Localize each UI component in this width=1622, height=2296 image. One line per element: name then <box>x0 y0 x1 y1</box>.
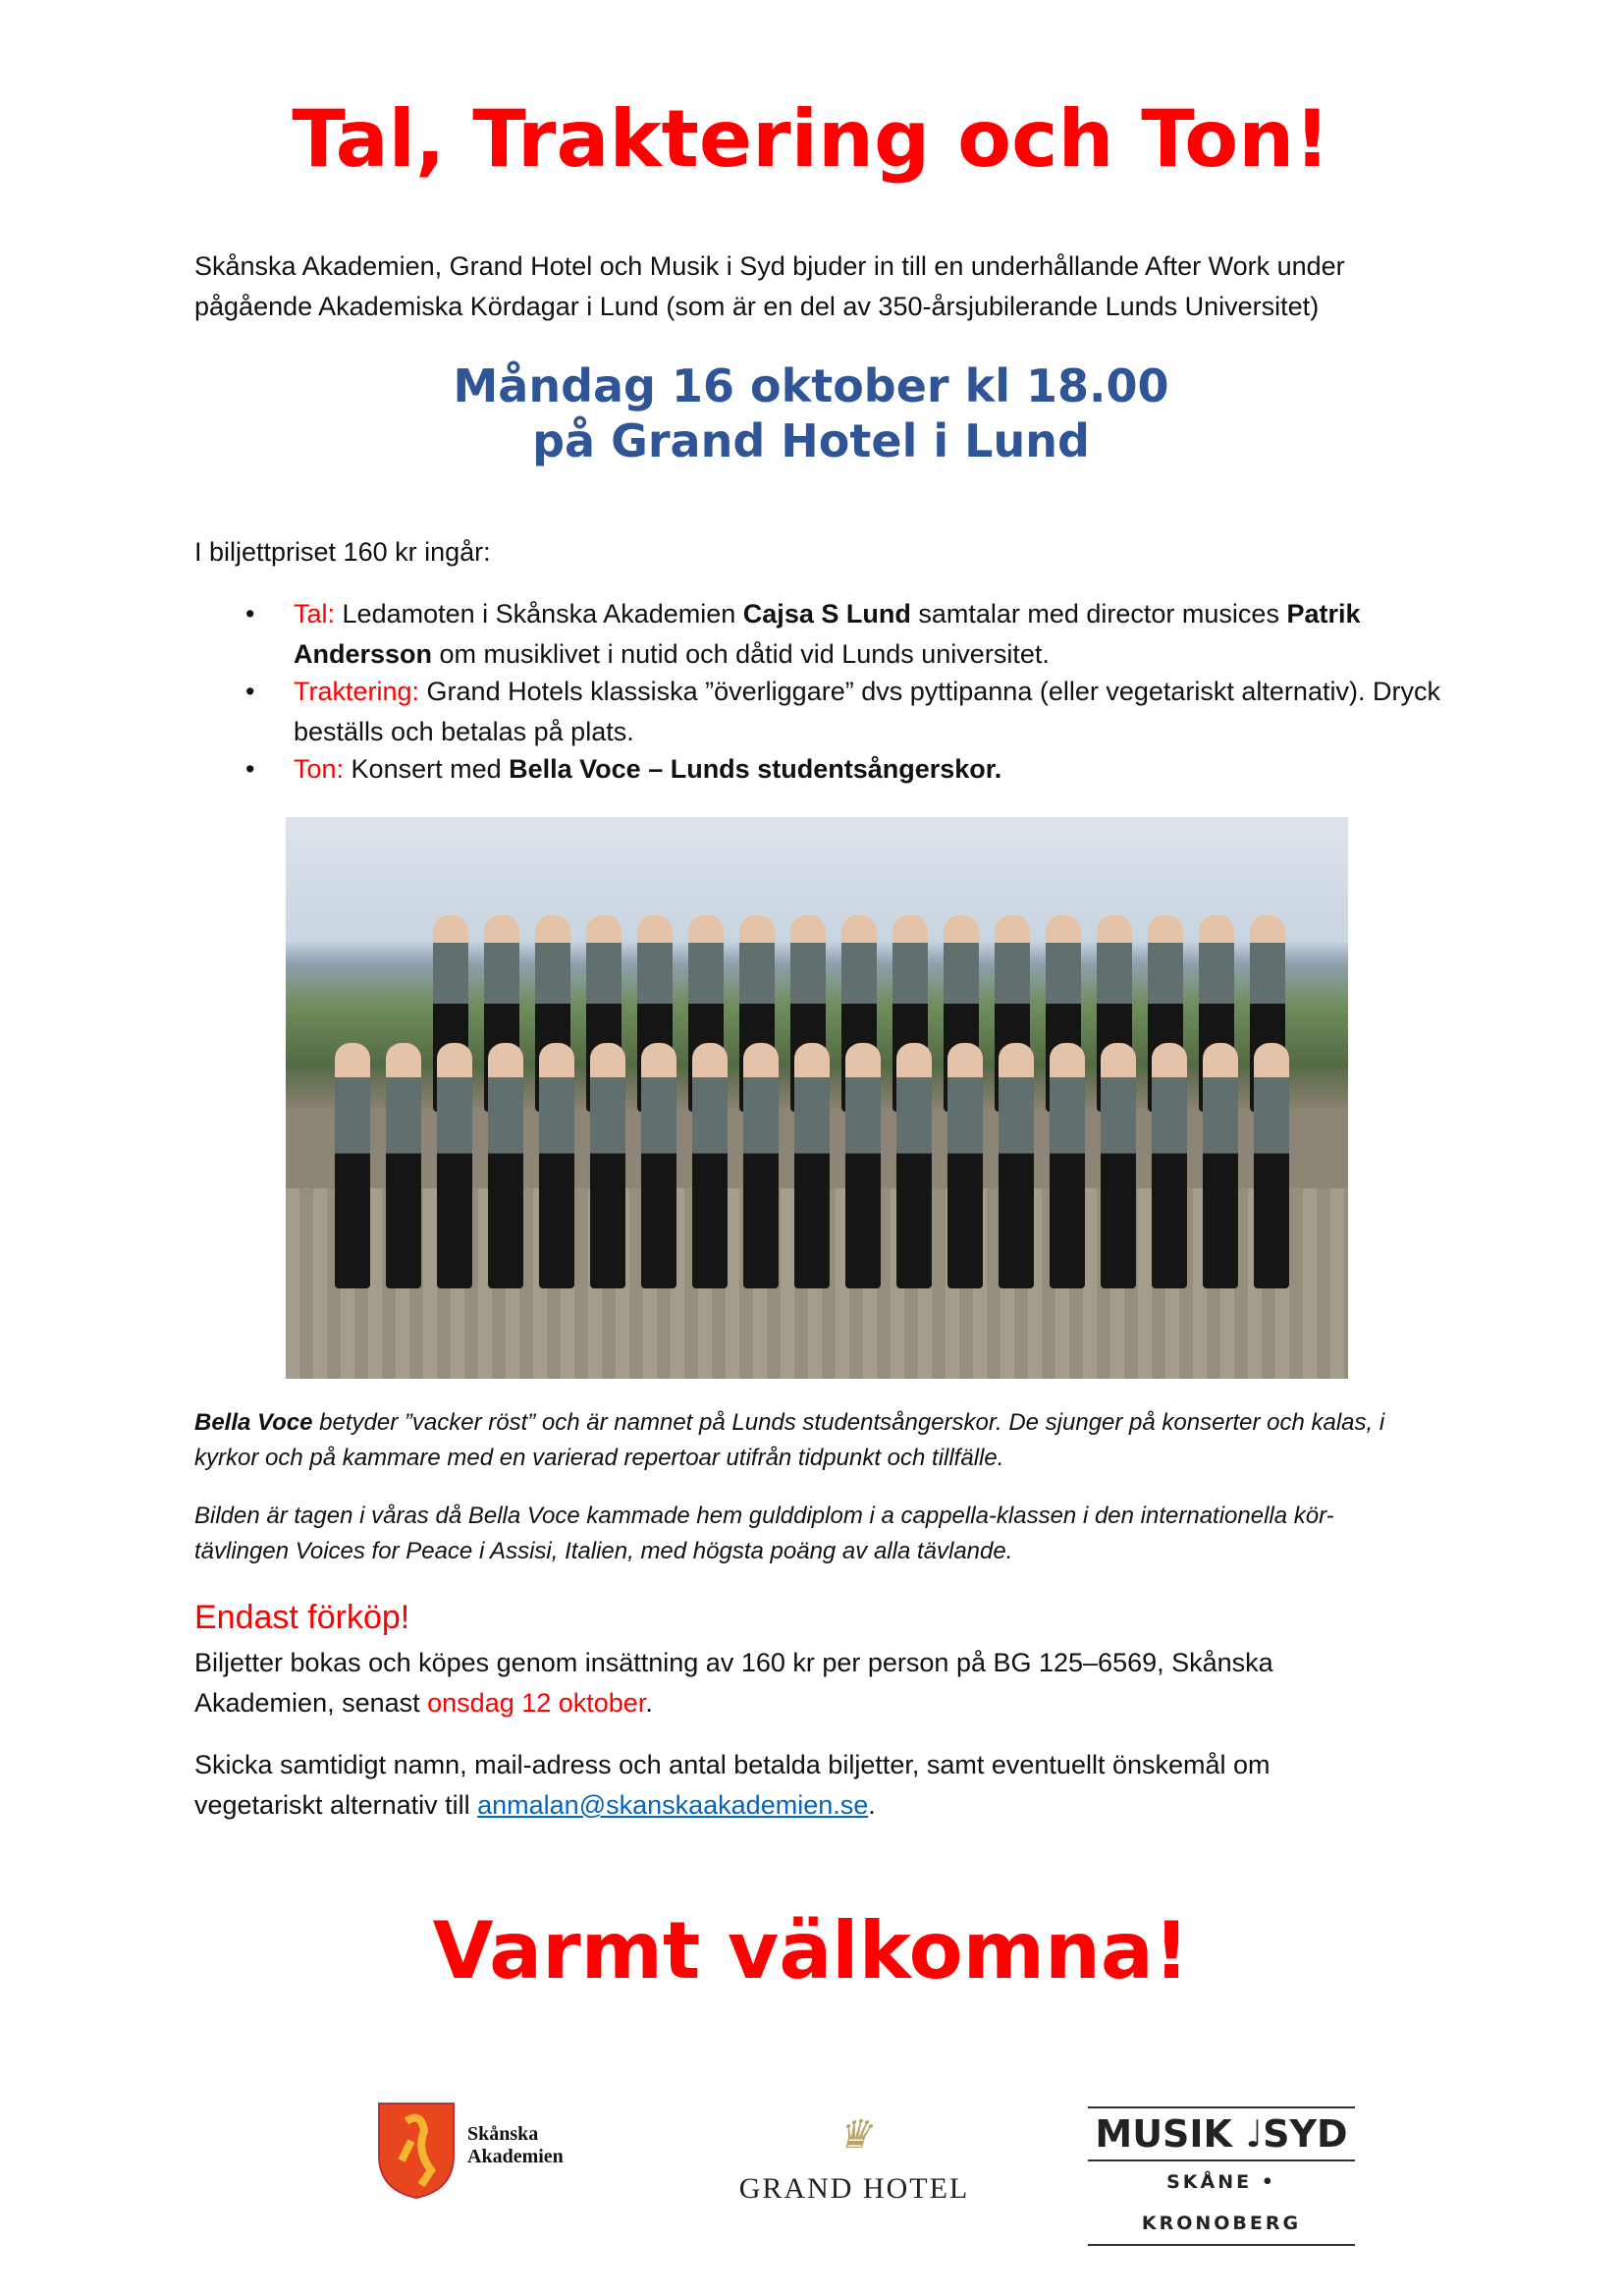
choir-member <box>1254 1043 1289 1288</box>
welcome-heading: Varmt välkomna! <box>432 1905 1190 1996</box>
presale-heading: Endast förköp! <box>194 1599 410 1636</box>
list-item: • Ton: Konsert med Bella Voce – Lunds studentsångerskor. <box>245 754 1002 784</box>
choir-member <box>335 1043 370 1288</box>
choir-member <box>1203 1043 1238 1288</box>
crown-monogram-icon: ♛ <box>837 2112 872 2157</box>
period: . <box>645 1688 653 1718</box>
caption-bella-voce <box>194 1405 1441 1476</box>
logo-text: GRAND HOTEL <box>738 2172 970 2205</box>
period: . <box>868 1790 876 1820</box>
choir-photo <box>286 817 1348 1379</box>
skanska-akademien-logo <box>377 2102 564 2205</box>
deadline: onsdag 12 oktober <box>427 1688 646 1718</box>
list-item: • Tal: Ledamoten i Skånska Akademien Cajsa S Lund samtalar med director musices Patrik Andersson om musiklivet i nutid och dåtid vid Lunds universitet. <box>245 599 1361 669</box>
bullet-text: om musiklivet i nutid och dåtid vid Lunds universitet. <box>432 639 1050 669</box>
grand-hotel-logo <box>731 2111 977 2206</box>
choir-member <box>488 1043 523 1288</box>
bullet-label: Ton: <box>294 754 345 784</box>
caption-bold: Bella Voce <box>194 1409 313 1436</box>
choir-member <box>1152 1043 1187 1288</box>
coat-of-arms-icon <box>377 2102 456 2200</box>
logo-text: SYD <box>1263 2112 1348 2156</box>
caption-photo: Bilden är tagen i våras då Bella Voce kammade hem gulddiplom i a cappella-klassen i den internationella kör-tävlingen Voices for Peace i Assisi, Italien, med högsta poäng av alla tävlande. <box>194 1503 1334 1564</box>
list-item: • Traktering: Grand Hotels klassiska ”överliggare” dvs pyttipanna (eller vegetariskt alternativ). Dryck beställs och betalas på plats. <box>245 677 1440 746</box>
choir-member <box>641 1043 676 1288</box>
caption-text: betyder ”vacker röst” och är namnet på Lunds studentsångerskor. De sjunger på konserter och kalas, i kyrkor och på kammare med en varierad repertoar utifrån tidpunkt och tillfälle. <box>194 1409 1385 1471</box>
choir-member <box>896 1043 932 1288</box>
bullet-label: Tal: <box>294 599 336 629</box>
bullet-text: Ledamoten i Skånska Akademien <box>335 599 743 629</box>
date-line: Måndag 16 oktober kl 18.00 <box>453 359 1169 412</box>
price-intro: I biljettpriset 160 kr ingår: <box>194 537 491 567</box>
choir-member <box>845 1043 881 1288</box>
bullet-text: Grand Hotels klassiska ”överliggare” dvs pyttipanna (eller vegetariskt alternativ). Dryck beställs och betalas på plats. <box>294 677 1440 746</box>
send-text <box>194 1745 1373 1826</box>
logo-text: Akademien <box>467 2146 564 2167</box>
bullet-bold: Patrik Andersson <box>294 599 1361 669</box>
choir-member <box>743 1043 779 1288</box>
bullet-bold: Bella Voce – Lunds studentsångerskor. <box>509 754 1002 784</box>
choir-member <box>590 1043 625 1288</box>
send-body: Skicka samtidigt namn, mail-adress och antal betalda biljetter, samt eventuellt önskemål om vegetariskt alternativ till <box>194 1750 1271 1820</box>
musik-i-syd-logo <box>1088 2106 1355 2246</box>
music-note-icon: ♩ <box>1245 2112 1264 2156</box>
choir-member <box>794 1043 830 1288</box>
email-link[interactable]: anmalan@skanskaakademien.se <box>477 1790 869 1820</box>
bullet-text: Konsert med <box>344 754 510 784</box>
choir-member <box>1101 1043 1136 1288</box>
venue-line: på Grand Hotel i Lund <box>532 414 1090 467</box>
logo-text: SKÅNE • KRONOBERG <box>1141 2171 1302 2234</box>
choir-member <box>386 1043 421 1288</box>
choir-member <box>999 1043 1034 1288</box>
presale-body: Biljetter bokas och köpes genom insättning av 160 kr per person på BG 125–6569, Skånska Akademien, senast <box>194 1648 1273 1718</box>
logo-text: MUSIK <box>1095 2112 1232 2156</box>
logo-text: Skånska <box>467 2123 539 2145</box>
presale-text <box>194 1643 1373 1723</box>
choir-member <box>437 1043 472 1288</box>
bullet-text: samtalar med director musices <box>910 599 1287 629</box>
intro-text: Skånska Akademien, Grand Hotel och Musik i Syd bjuder in till en underhållande After Work under pågående Akademiska Kördagar i Lund (som är en del av 350-årsjubilerande Lunds Universitet) <box>194 251 1345 321</box>
page-title: Tal, Traktering och Ton! <box>292 93 1330 185</box>
choir-member <box>1050 1043 1085 1288</box>
choir-member <box>947 1043 983 1288</box>
bullet-bold: Cajsa S Lund <box>742 599 911 629</box>
choir-member <box>539 1043 574 1288</box>
bullet-label: Traktering: <box>294 677 420 706</box>
choir-member <box>692 1043 728 1288</box>
included-list <box>194 594 1471 787</box>
